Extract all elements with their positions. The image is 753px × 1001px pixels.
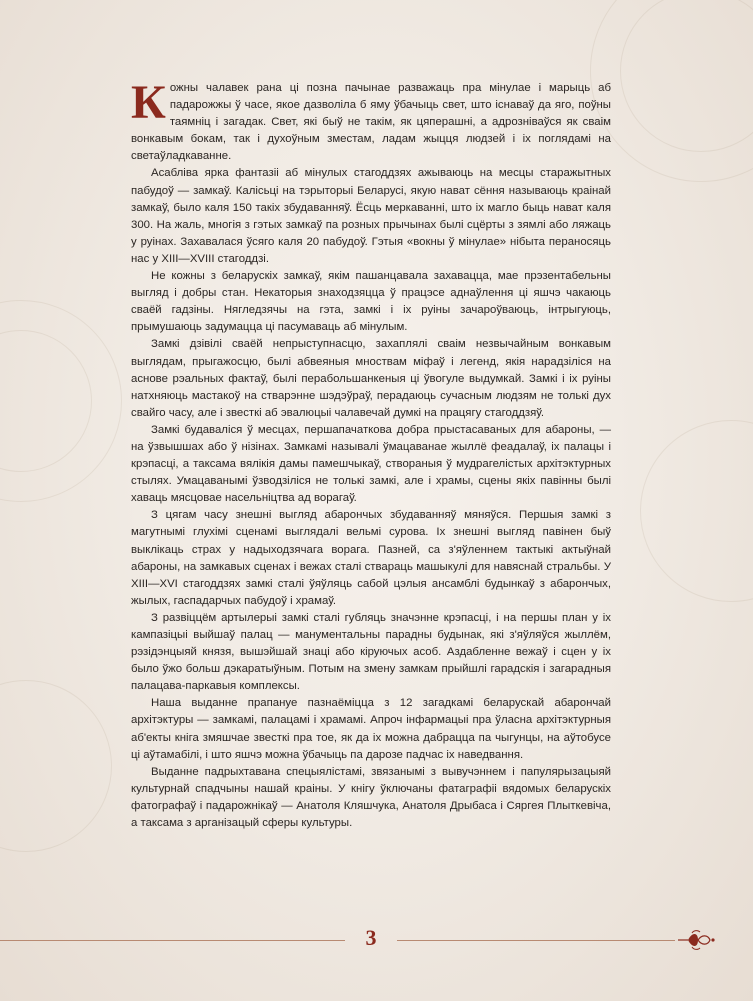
background-ornament [0,680,112,852]
paragraph: З развіццём артылерыі замкі сталі губляць значэнне крэпасці, і на першы план у іх кампазіцыі выйшаў палац — манументальны парадны будынак, які з'яўляўся жыллём, рэзідэнцыяй князя, вышэйшай знаці або кіруючых асоб. Аздабленне вежаў і сцен у іх было ўжо больш дэкаратыўным. Потым на змену замкам прыйшлі гарадскія і загарадныя палацава-паркавыя комплексы. [131,611,611,693]
paragraph: Асабліва ярка фантазіі аб мінулых стагоддзях ажываюць на месцы старажытных пабудоў — замкаў. Калісьці на тэрыторыі Беларусі, якую нават сёння называюць краінай замкаў, было каля 150 такіх збудаванняў. Ёсць меркаванні, што іх магло быць нават каля 300. На жаль, многія з гэтых замкаў па розных прычынах былі сцёрты з зямлі або ляжаць у руінах. Захавалася ўсяго каля 20 пабудоў. Гэтыя «вокны ў мінулае» нібыта пераносяць нас у XIII—XVIII стагоддзі. [131,167,611,265]
paragraph: Наша выданне прапануе пазнаёміцца з 12 загадкамі беларускай абарончай архітэктуры — замкамі, палацамі і храмамі. Апроч інфармацыі пра ўласна архітэктурныя аб'екты кніга змяшчае звесткі пра тое, як да іх можна дабрацца па чыгунцы, на аўтобусе ці аўтамабілі, і што яшчэ можна ўбачыць па дарозе падчас іх наведвання. [131,697,611,761]
footer-rule-right [397,940,675,941]
paragraph: Замкі дзівілі сваёй непрыступнасцю, захаплялі сваім незвычайным вонкавым выглядам, прыгажосцю, былі абвеяныя мноствам міфаў і легенд, якія нарадзіліся на аснове рэальных фактаў, былі перабольшанкеныя ці ўвогуле выдумкай. Замкі і іх руіны натхняюць мастакоў на стварэнне шэдэўраў, перадаюць сучасным людзям не толькі дух свайго часу, але і звесткі аб эвалюцыі чалавечай думкі на працягу стагоддзяў. [131,338,611,419]
paragraph: З цягам часу знешні выгляд абарончых збудаванняў мяняўся. Першыя замкі з магутнымі глухімі сценамі выглядалі вельмі сурова. Іх знешні выгляд павінен быў выклікаць страх у надыходзячага ворага. Пазней, са з'яўленнем тактыкі актыўнай абароны, на замкавых сценах і вежах сталі ствараць машыкулі для навяснай стральбы. У XIII—XVI стагоддзях замкі сталі ўяўляць сабой цэлыя ансамблі будынкаў з абарончых, жылых, гаспадарчых пабудоў і храмаў. [131,509,611,607]
paragraph: Не кожны з беларускіх замкаў, якім пашанцавала захавацца, мае прэзентабельны выгляд і добры стан. Некаторыя знаходзяцца ў працэсе аднаўлення ці яшчэ чакаюць сваёй гадзіны. Нягледзячы на гэта, замкі і іх руіны зачароўваюць, інтрыгуюць, прымушаюць задумацца ці пасумаваць аб мінулым. [131,270,611,334]
fleuron-icon [676,929,716,951]
paragraph-text: ожны чалавек рана ці позна пачынае разважаць пра мінулае і марыць аб падарожжы ў часе, якое дазволіла б яму ўбачыць свет, што існаваў да яго, поўны таямніц і загадак. Свет, які быў не такім, як цяперашні, а адрозніваўся як сваім вонкавым бокам, так і духоўным зместам, ладам жыцця людзей і іх поглядамі на светаўладкаванне. [131,82,611,163]
drop-cap: К [131,76,166,129]
background-ornament [640,420,753,602]
page-number: 3 [365,925,377,950]
article-text [131,76,611,832]
paragraph: Замкі будаваліся ў месцах, першапачаткова добра прыстасаваных для абароны, — на ўзвышшах або ў нізінах. Замкамі называлі ўмацаванае жыллё феадалаў, іх палацы і крэпасці, а таксама вялікія дамы памешчыкаў, створаныя ў мудрагелістых архітэктурных стылях. Умацаванымі ўзводзіліся не толькі замкі, але і храмы, сцены якіх павінны былі хаваць мясцовае насельніцтва ад ворагаў. [131,423,611,505]
paragraph: Выданне падрыхтавана спецыялістамі, звязанымі з вывучэннем і папулярызацыяй культурнай спадчыны нашай краіны. У кнігу ўключаны фатаграфіі вядомых беларускіх фатографаў і падарожнікаў — Анатоля Кляшчука, Анатоля Дрыбаса і Сяргея Плыткевіча, а таксама з арганізацый сферы культуры. [131,765,611,830]
paragraph [131,76,611,165]
footer-rule-left [0,940,345,941]
